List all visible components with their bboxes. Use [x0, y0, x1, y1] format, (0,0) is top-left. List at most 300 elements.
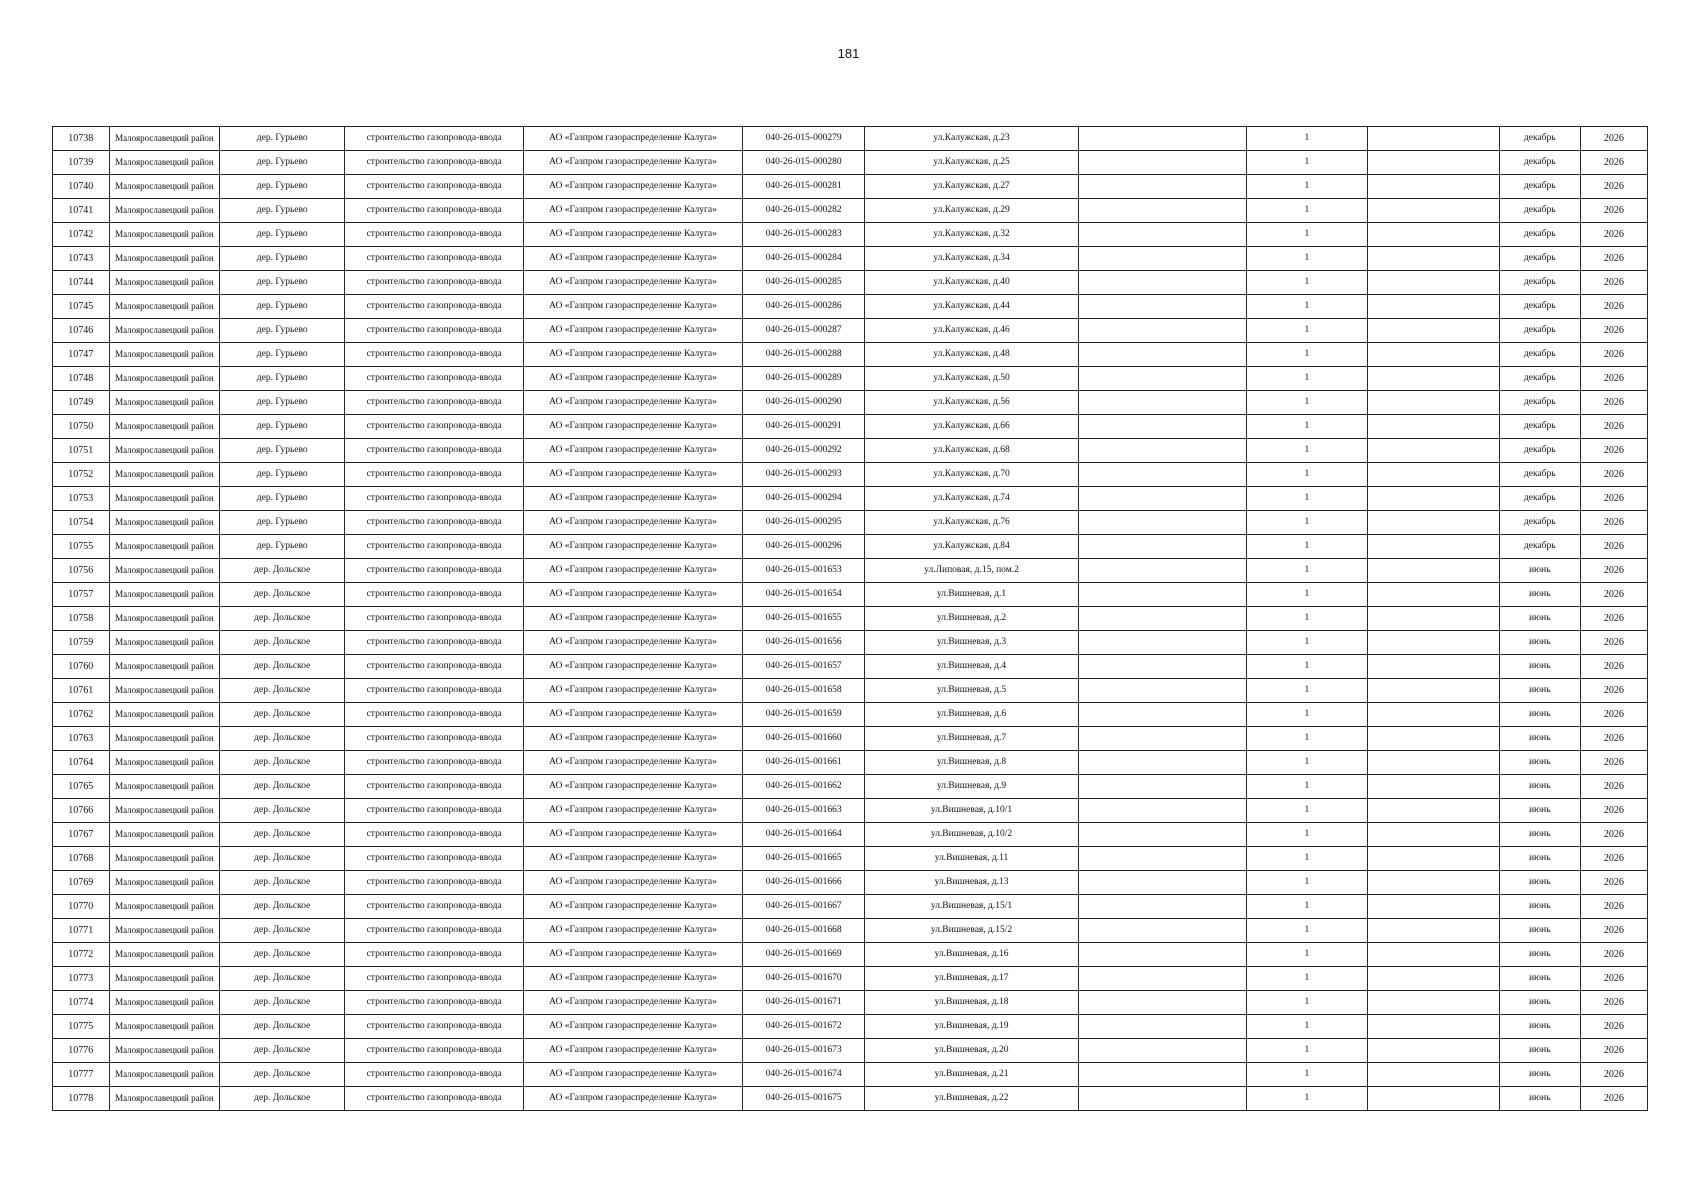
- year-cell: 2026: [1580, 655, 1647, 679]
- year-cell: 2026: [1580, 511, 1647, 535]
- district-cell: Малоярославецкий район: [109, 703, 220, 727]
- object-code-cell: 040-26-015-001658: [742, 679, 865, 703]
- empty-cell: [1078, 199, 1246, 223]
- empty-cell: [1078, 295, 1246, 319]
- quantity-cell: 1: [1247, 391, 1367, 415]
- work-type-cell: строительство газопровода-ввода: [345, 775, 524, 799]
- month-cell: июнь: [1499, 895, 1580, 919]
- object-code-cell: 040-26-015-001668: [742, 919, 865, 943]
- organization-cell: АО «Газпром газораспределение Калуга»: [524, 391, 743, 415]
- month-cell: декабрь: [1499, 151, 1580, 175]
- quantity-cell: 1: [1247, 607, 1367, 631]
- quantity-cell: 1: [1247, 871, 1367, 895]
- table-row: [53, 559, 1648, 583]
- empty-cell: [1367, 727, 1499, 751]
- district-cell: Малоярославецкий район: [109, 823, 220, 847]
- empty-cell: [1367, 439, 1499, 463]
- address-cell: ул.Вишневая, д.20: [865, 1039, 1078, 1063]
- address-cell: ул.Калужская, д.32: [865, 223, 1078, 247]
- organization-cell: АО «Газпром газораспределение Калуга»: [524, 439, 743, 463]
- row-number: 10742: [53, 223, 110, 247]
- village-cell: дер. Гурьево: [220, 319, 345, 343]
- district-cell: Малоярославецкий район: [109, 271, 220, 295]
- empty-cell: [1367, 775, 1499, 799]
- empty-cell: [1078, 511, 1246, 535]
- empty-cell: [1078, 679, 1246, 703]
- row-number: 10754: [53, 511, 110, 535]
- district-cell: Малоярославецкий район: [109, 439, 220, 463]
- quantity-cell: 1: [1247, 655, 1367, 679]
- row-number: 10751: [53, 439, 110, 463]
- year-cell: 2026: [1580, 535, 1647, 559]
- quantity-cell: 1: [1247, 679, 1367, 703]
- table-row: [53, 847, 1648, 871]
- district-cell: Малоярославецкий район: [109, 127, 220, 151]
- object-code-cell: 040-26-015-000289: [742, 367, 865, 391]
- address-cell: ул.Вишневая, д.17: [865, 967, 1078, 991]
- empty-cell: [1367, 895, 1499, 919]
- month-cell: декабрь: [1499, 415, 1580, 439]
- empty-cell: [1078, 799, 1246, 823]
- month-cell: июнь: [1499, 919, 1580, 943]
- quantity-cell: 1: [1247, 223, 1367, 247]
- empty-cell: [1078, 319, 1246, 343]
- empty-cell: [1367, 295, 1499, 319]
- work-type-cell: строительство газопровода-ввода: [345, 367, 524, 391]
- empty-cell: [1078, 487, 1246, 511]
- month-cell: декабрь: [1499, 391, 1580, 415]
- empty-cell: [1367, 223, 1499, 247]
- organization-cell: АО «Газпром газораспределение Калуга»: [524, 511, 743, 535]
- village-cell: дер. Дольское: [220, 583, 345, 607]
- work-type-cell: строительство газопровода-ввода: [345, 319, 524, 343]
- year-cell: 2026: [1580, 703, 1647, 727]
- organization-cell: АО «Газпром газораспределение Калуга»: [524, 871, 743, 895]
- organization-cell: АО «Газпром газораспределение Калуга»: [524, 799, 743, 823]
- empty-cell: [1367, 871, 1499, 895]
- table-row: [53, 1039, 1648, 1063]
- row-number: 10750: [53, 415, 110, 439]
- table-row: [53, 295, 1648, 319]
- organization-cell: АО «Газпром газораспределение Калуга»: [524, 247, 743, 271]
- address-cell: ул.Калужская, д.25: [865, 151, 1078, 175]
- empty-cell: [1078, 463, 1246, 487]
- quantity-cell: 1: [1247, 151, 1367, 175]
- work-type-cell: строительство газопровода-ввода: [345, 559, 524, 583]
- work-type-cell: строительство газопровода-ввода: [345, 847, 524, 871]
- object-code-cell: 040-26-015-001661: [742, 751, 865, 775]
- village-cell: дер. Гурьево: [220, 271, 345, 295]
- village-cell: дер. Дольское: [220, 607, 345, 631]
- work-type-cell: строительство газопровода-ввода: [345, 991, 524, 1015]
- object-code-cell: 040-26-015-000295: [742, 511, 865, 535]
- empty-cell: [1078, 439, 1246, 463]
- village-cell: дер. Гурьево: [220, 463, 345, 487]
- organization-cell: АО «Газпром газораспределение Калуга»: [524, 583, 743, 607]
- table-row: [53, 319, 1648, 343]
- table-row: [53, 679, 1648, 703]
- district-cell: Малоярославецкий район: [109, 559, 220, 583]
- empty-cell: [1367, 919, 1499, 943]
- empty-cell: [1078, 631, 1246, 655]
- village-cell: дер. Дольское: [220, 991, 345, 1015]
- empty-cell: [1367, 1039, 1499, 1063]
- object-code-cell: 040-26-015-000282: [742, 199, 865, 223]
- empty-cell: [1078, 367, 1246, 391]
- organization-cell: АО «Газпром газораспределение Калуга»: [524, 127, 743, 151]
- village-cell: дер. Гурьево: [220, 487, 345, 511]
- quantity-cell: 1: [1247, 175, 1367, 199]
- year-cell: 2026: [1580, 415, 1647, 439]
- month-cell: декабрь: [1499, 127, 1580, 151]
- object-code-cell: 040-26-015-001667: [742, 895, 865, 919]
- object-code-cell: 040-26-015-000296: [742, 535, 865, 559]
- row-number: 10775: [53, 1015, 110, 1039]
- district-cell: Малоярославецкий район: [109, 295, 220, 319]
- month-cell: декабрь: [1499, 511, 1580, 535]
- district-cell: Малоярославецкий район: [109, 871, 220, 895]
- month-cell: декабрь: [1499, 295, 1580, 319]
- quantity-cell: 1: [1247, 847, 1367, 871]
- table-row: [53, 967, 1648, 991]
- organization-cell: АО «Газпром газораспределение Калуга»: [524, 295, 743, 319]
- object-code-cell: 040-26-015-000285: [742, 271, 865, 295]
- object-code-cell: 040-26-015-001672: [742, 1015, 865, 1039]
- work-type-cell: строительство газопровода-ввода: [345, 799, 524, 823]
- quantity-cell: 1: [1247, 415, 1367, 439]
- village-cell: дер. Дольское: [220, 1063, 345, 1087]
- work-type-cell: строительство газопровода-ввода: [345, 535, 524, 559]
- work-type-cell: строительство газопровода-ввода: [345, 967, 524, 991]
- month-cell: июнь: [1499, 943, 1580, 967]
- object-code-cell: 040-26-015-001662: [742, 775, 865, 799]
- organization-cell: АО «Газпром газораспределение Калуга»: [524, 847, 743, 871]
- year-cell: 2026: [1580, 943, 1647, 967]
- year-cell: 2026: [1580, 823, 1647, 847]
- year-cell: 2026: [1580, 391, 1647, 415]
- address-cell: ул.Калужская, д.50: [865, 367, 1078, 391]
- village-cell: дер. Дольское: [220, 967, 345, 991]
- district-cell: Малоярославецкий район: [109, 607, 220, 631]
- organization-cell: АО «Газпром газораспределение Калуга»: [524, 679, 743, 703]
- table-row: [53, 439, 1648, 463]
- month-cell: июнь: [1499, 703, 1580, 727]
- empty-cell: [1367, 607, 1499, 631]
- district-cell: Малоярославецкий район: [109, 535, 220, 559]
- table-row: [53, 511, 1648, 535]
- document-table-wrapper: [52, 126, 1648, 1111]
- table-row: [53, 943, 1648, 967]
- row-number: 10755: [53, 535, 110, 559]
- quantity-cell: 1: [1247, 1063, 1367, 1087]
- year-cell: 2026: [1580, 607, 1647, 631]
- address-cell: ул.Калужская, д.74: [865, 487, 1078, 511]
- row-number: 10759: [53, 631, 110, 655]
- month-cell: декабрь: [1499, 271, 1580, 295]
- year-cell: 2026: [1580, 751, 1647, 775]
- object-code-cell: 040-26-015-000280: [742, 151, 865, 175]
- address-cell: ул.Вишневая, д.18: [865, 991, 1078, 1015]
- year-cell: 2026: [1580, 967, 1647, 991]
- address-cell: ул.Калужская, д.56: [865, 391, 1078, 415]
- object-code-cell: 040-26-015-001670: [742, 967, 865, 991]
- address-cell: ул.Калужская, д.48: [865, 343, 1078, 367]
- table-row: [53, 487, 1648, 511]
- empty-cell: [1078, 919, 1246, 943]
- year-cell: 2026: [1580, 151, 1647, 175]
- empty-cell: [1367, 391, 1499, 415]
- empty-cell: [1367, 655, 1499, 679]
- month-cell: декабрь: [1499, 319, 1580, 343]
- village-cell: дер. Гурьево: [220, 391, 345, 415]
- village-cell: дер. Дольское: [220, 871, 345, 895]
- district-cell: Малоярославецкий район: [109, 199, 220, 223]
- row-number: 10739: [53, 151, 110, 175]
- district-cell: Малоярославецкий район: [109, 247, 220, 271]
- quantity-cell: 1: [1247, 895, 1367, 919]
- village-cell: дер. Гурьево: [220, 343, 345, 367]
- table-row: [53, 343, 1648, 367]
- empty-cell: [1078, 175, 1246, 199]
- empty-cell: [1367, 343, 1499, 367]
- empty-cell: [1078, 271, 1246, 295]
- district-cell: Малоярославецкий район: [109, 1039, 220, 1063]
- district-cell: Малоярославецкий район: [109, 487, 220, 511]
- gas-pipeline-table: [52, 126, 1648, 1111]
- table-row: [53, 391, 1648, 415]
- empty-cell: [1078, 391, 1246, 415]
- quantity-cell: 1: [1247, 1015, 1367, 1039]
- empty-cell: [1367, 751, 1499, 775]
- empty-cell: [1078, 343, 1246, 367]
- address-cell: ул.Вишневая, д.9: [865, 775, 1078, 799]
- table-row: [53, 727, 1648, 751]
- year-cell: 2026: [1580, 247, 1647, 271]
- organization-cell: АО «Газпром газораспределение Калуга»: [524, 1015, 743, 1039]
- quantity-cell: 1: [1247, 823, 1367, 847]
- quantity-cell: 1: [1247, 799, 1367, 823]
- organization-cell: АО «Газпром газораспределение Калуга»: [524, 775, 743, 799]
- object-code-cell: 040-26-015-001656: [742, 631, 865, 655]
- row-number: 10756: [53, 559, 110, 583]
- work-type-cell: строительство газопровода-ввода: [345, 943, 524, 967]
- object-code-cell: 040-26-015-000288: [742, 343, 865, 367]
- table-row: [53, 703, 1648, 727]
- organization-cell: АО «Газпром газораспределение Калуга»: [524, 175, 743, 199]
- empty-cell: [1078, 583, 1246, 607]
- year-cell: 2026: [1580, 631, 1647, 655]
- month-cell: декабрь: [1499, 247, 1580, 271]
- empty-cell: [1367, 583, 1499, 607]
- quantity-cell: 1: [1247, 511, 1367, 535]
- village-cell: дер. Гурьево: [220, 223, 345, 247]
- month-cell: декабрь: [1499, 439, 1580, 463]
- empty-cell: [1078, 775, 1246, 799]
- row-number: 10776: [53, 1039, 110, 1063]
- row-number: 10738: [53, 127, 110, 151]
- month-cell: июнь: [1499, 991, 1580, 1015]
- district-cell: Малоярославецкий район: [109, 751, 220, 775]
- object-code-cell: 040-26-015-001659: [742, 703, 865, 727]
- district-cell: Малоярославецкий район: [109, 631, 220, 655]
- table-row: [53, 607, 1648, 631]
- district-cell: Малоярославецкий район: [109, 775, 220, 799]
- work-type-cell: строительство газопровода-ввода: [345, 487, 524, 511]
- district-cell: Малоярославецкий район: [109, 415, 220, 439]
- quantity-cell: 1: [1247, 247, 1367, 271]
- district-cell: Малоярославецкий район: [109, 463, 220, 487]
- address-cell: ул.Калужская, д.40: [865, 271, 1078, 295]
- object-code-cell: 040-26-015-001654: [742, 583, 865, 607]
- table-row: [53, 751, 1648, 775]
- village-cell: дер. Дольское: [220, 823, 345, 847]
- quantity-cell: 1: [1247, 727, 1367, 751]
- empty-cell: [1367, 199, 1499, 223]
- quantity-cell: 1: [1247, 127, 1367, 151]
- month-cell: декабрь: [1499, 343, 1580, 367]
- quantity-cell: 1: [1247, 919, 1367, 943]
- organization-cell: АО «Газпром газораспределение Калуга»: [524, 319, 743, 343]
- month-cell: декабрь: [1499, 535, 1580, 559]
- organization-cell: АО «Газпром газораспределение Калуга»: [524, 943, 743, 967]
- empty-cell: [1078, 1087, 1246, 1111]
- month-cell: июнь: [1499, 823, 1580, 847]
- work-type-cell: строительство газопровода-ввода: [345, 823, 524, 847]
- year-cell: 2026: [1580, 847, 1647, 871]
- table-row: [53, 991, 1648, 1015]
- year-cell: 2026: [1580, 463, 1647, 487]
- address-cell: ул.Вишневая, д.13: [865, 871, 1078, 895]
- table-row: [53, 175, 1648, 199]
- year-cell: 2026: [1580, 319, 1647, 343]
- object-code-cell: 040-26-015-001671: [742, 991, 865, 1015]
- object-code-cell: 040-26-015-000291: [742, 415, 865, 439]
- year-cell: 2026: [1580, 583, 1647, 607]
- empty-cell: [1078, 415, 1246, 439]
- quantity-cell: 1: [1247, 343, 1367, 367]
- empty-cell: [1367, 271, 1499, 295]
- organization-cell: АО «Газпром газораспределение Калуга»: [524, 463, 743, 487]
- empty-cell: [1078, 823, 1246, 847]
- address-cell: ул.Вишневая, д.21: [865, 1063, 1078, 1087]
- month-cell: июнь: [1499, 1063, 1580, 1087]
- work-type-cell: строительство газопровода-ввода: [345, 223, 524, 247]
- village-cell: дер. Гурьево: [220, 415, 345, 439]
- organization-cell: АО «Газпром газораспределение Калуга»: [524, 559, 743, 583]
- empty-cell: [1367, 535, 1499, 559]
- work-type-cell: строительство газопровода-ввода: [345, 247, 524, 271]
- empty-cell: [1367, 991, 1499, 1015]
- empty-cell: [1367, 823, 1499, 847]
- empty-cell: [1078, 1039, 1246, 1063]
- year-cell: 2026: [1580, 775, 1647, 799]
- month-cell: июнь: [1499, 631, 1580, 655]
- month-cell: декабрь: [1499, 223, 1580, 247]
- village-cell: дер. Дольское: [220, 679, 345, 703]
- address-cell: ул.Калужская, д.23: [865, 127, 1078, 151]
- year-cell: 2026: [1580, 487, 1647, 511]
- month-cell: июнь: [1499, 871, 1580, 895]
- empty-cell: [1078, 223, 1246, 247]
- table-row: [53, 775, 1648, 799]
- year-cell: 2026: [1580, 991, 1647, 1015]
- village-cell: дер. Дольское: [220, 727, 345, 751]
- empty-cell: [1078, 727, 1246, 751]
- empty-cell: [1367, 175, 1499, 199]
- row-number: 10740: [53, 175, 110, 199]
- object-code-cell: 040-26-015-001660: [742, 727, 865, 751]
- empty-cell: [1367, 415, 1499, 439]
- empty-cell: [1367, 127, 1499, 151]
- object-code-cell: 040-26-015-001675: [742, 1087, 865, 1111]
- empty-cell: [1367, 799, 1499, 823]
- quantity-cell: 1: [1247, 367, 1367, 391]
- row-number: 10770: [53, 895, 110, 919]
- work-type-cell: строительство газопровода-ввода: [345, 391, 524, 415]
- address-cell: ул.Калужская, д.84: [865, 535, 1078, 559]
- organization-cell: АО «Газпром газораспределение Калуга»: [524, 895, 743, 919]
- empty-cell: [1367, 367, 1499, 391]
- row-number: 10753: [53, 487, 110, 511]
- address-cell: ул.Вишневая, д.10/2: [865, 823, 1078, 847]
- village-cell: дер. Гурьево: [220, 295, 345, 319]
- empty-cell: [1078, 559, 1246, 583]
- table-row: [53, 655, 1648, 679]
- district-cell: Малоярославецкий район: [109, 1087, 220, 1111]
- year-cell: 2026: [1580, 1039, 1647, 1063]
- address-cell: ул.Калужская, д.46: [865, 319, 1078, 343]
- empty-cell: [1078, 991, 1246, 1015]
- empty-cell: [1367, 319, 1499, 343]
- table-row: [53, 151, 1648, 175]
- month-cell: июнь: [1499, 1039, 1580, 1063]
- object-code-cell: 040-26-015-001655: [742, 607, 865, 631]
- district-cell: Малоярославецкий район: [109, 223, 220, 247]
- empty-cell: [1367, 511, 1499, 535]
- organization-cell: АО «Газпром газораспределение Калуга»: [524, 199, 743, 223]
- table-row: [53, 871, 1648, 895]
- empty-cell: [1367, 631, 1499, 655]
- quantity-cell: 1: [1247, 487, 1367, 511]
- table-row: [53, 1015, 1648, 1039]
- village-cell: дер. Дольское: [220, 703, 345, 727]
- address-cell: ул.Калужская, д.27: [865, 175, 1078, 199]
- object-code-cell: 040-26-015-000293: [742, 463, 865, 487]
- village-cell: дер. Дольское: [220, 655, 345, 679]
- village-cell: дер. Дольское: [220, 1087, 345, 1111]
- row-number: 10745: [53, 295, 110, 319]
- row-number: 10748: [53, 367, 110, 391]
- quantity-cell: 1: [1247, 1087, 1367, 1111]
- table-row: [53, 1087, 1648, 1111]
- address-cell: ул.Вишневая, д.22: [865, 1087, 1078, 1111]
- quantity-cell: 1: [1247, 319, 1367, 343]
- work-type-cell: строительство газопровода-ввода: [345, 583, 524, 607]
- village-cell: дер. Гурьево: [220, 151, 345, 175]
- address-cell: ул.Вишневая, д.7: [865, 727, 1078, 751]
- work-type-cell: строительство газопровода-ввода: [345, 727, 524, 751]
- month-cell: июнь: [1499, 847, 1580, 871]
- page-number: 181: [837, 46, 860, 61]
- year-cell: 2026: [1580, 367, 1647, 391]
- district-cell: Малоярославецкий район: [109, 175, 220, 199]
- district-cell: Малоярославецкий район: [109, 583, 220, 607]
- row-number: 10749: [53, 391, 110, 415]
- month-cell: декабрь: [1499, 367, 1580, 391]
- year-cell: 2026: [1580, 895, 1647, 919]
- quantity-cell: 1: [1247, 1039, 1367, 1063]
- address-cell: ул.Вишневая, д.3: [865, 631, 1078, 655]
